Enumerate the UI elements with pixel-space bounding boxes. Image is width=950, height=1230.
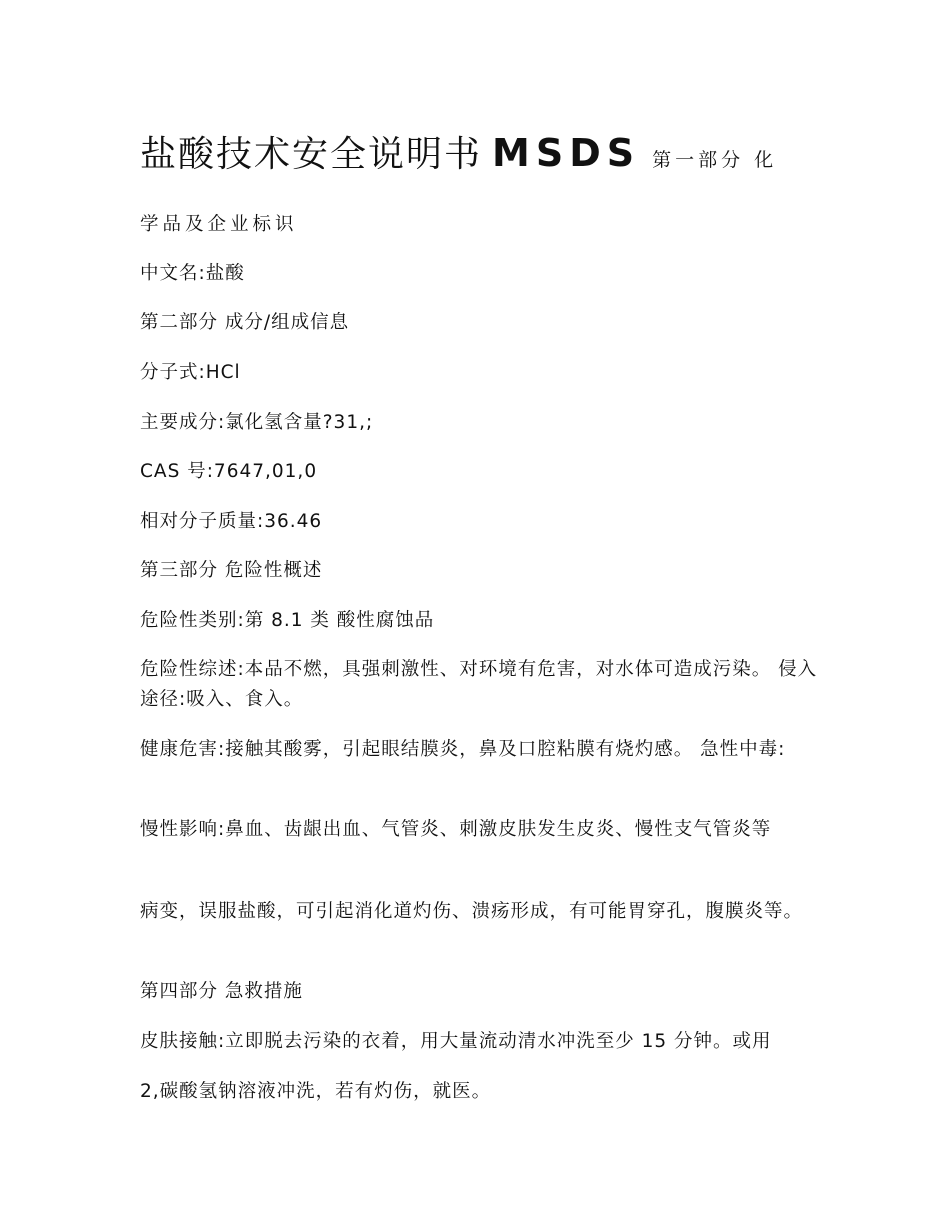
cas-number: CAS 号:7647,01,0 — [140, 461, 318, 482]
section-two-heading: 第二部分 成分/组成信息 — [140, 312, 350, 333]
skin-contact: 皮肤接触:立即脱去污染的衣着，用大量流动清水冲洗至少 15 分钟。或用 — [140, 1031, 772, 1052]
title-main: 盐酸技术安全说明书 — [140, 134, 483, 175]
relative-molecular-mass: 相对分子质量:36.46 — [140, 511, 323, 532]
title-msds: MSDS — [492, 131, 641, 175]
document-title — [140, 126, 840, 177]
molecular-formula: 分子式:HCl — [140, 362, 241, 383]
section-three-heading: 第三部分 危险性概述 — [140, 560, 323, 581]
chronic-effects: 慢性影响:鼻血、齿龈出血、气管炎、刺激皮肤发生皮炎、慢性支气管炎等 — [140, 819, 772, 840]
lesion-description: 病变，误服盐酸，可引起消化道灼伤、溃疡形成，有可能胃穿孔，腹膜炎等。 — [140, 901, 804, 922]
chinese-name: 中文名:盐酸 — [140, 263, 245, 284]
hazard-summary: 危险性综述:本品不燃，具强刺激性、对环境有危害，对水体可造成污染。 侵入途径:吸入、食入。 — [140, 659, 818, 710]
section-one-continuation: 学品及企业标识 — [140, 214, 298, 235]
section-four-heading: 第四部分 急救措施 — [140, 981, 303, 1002]
main-component: 主要成分:氯化氢含量?31,; — [140, 412, 374, 433]
hazard-category: 危险性类别:第 8.1 类 酸性腐蚀品 — [140, 610, 435, 631]
title-section-start: 第一部分 化 — [652, 149, 778, 171]
skin-contact-continued: 2,碳酸氢钠溶液冲洗，若有灼伤，就医。 — [140, 1081, 492, 1102]
health-hazard: 健康危害:接触其酸雾，引起眼结膜炎，鼻及口腔粘膜有烧灼感。 急性中毒: — [140, 739, 786, 760]
